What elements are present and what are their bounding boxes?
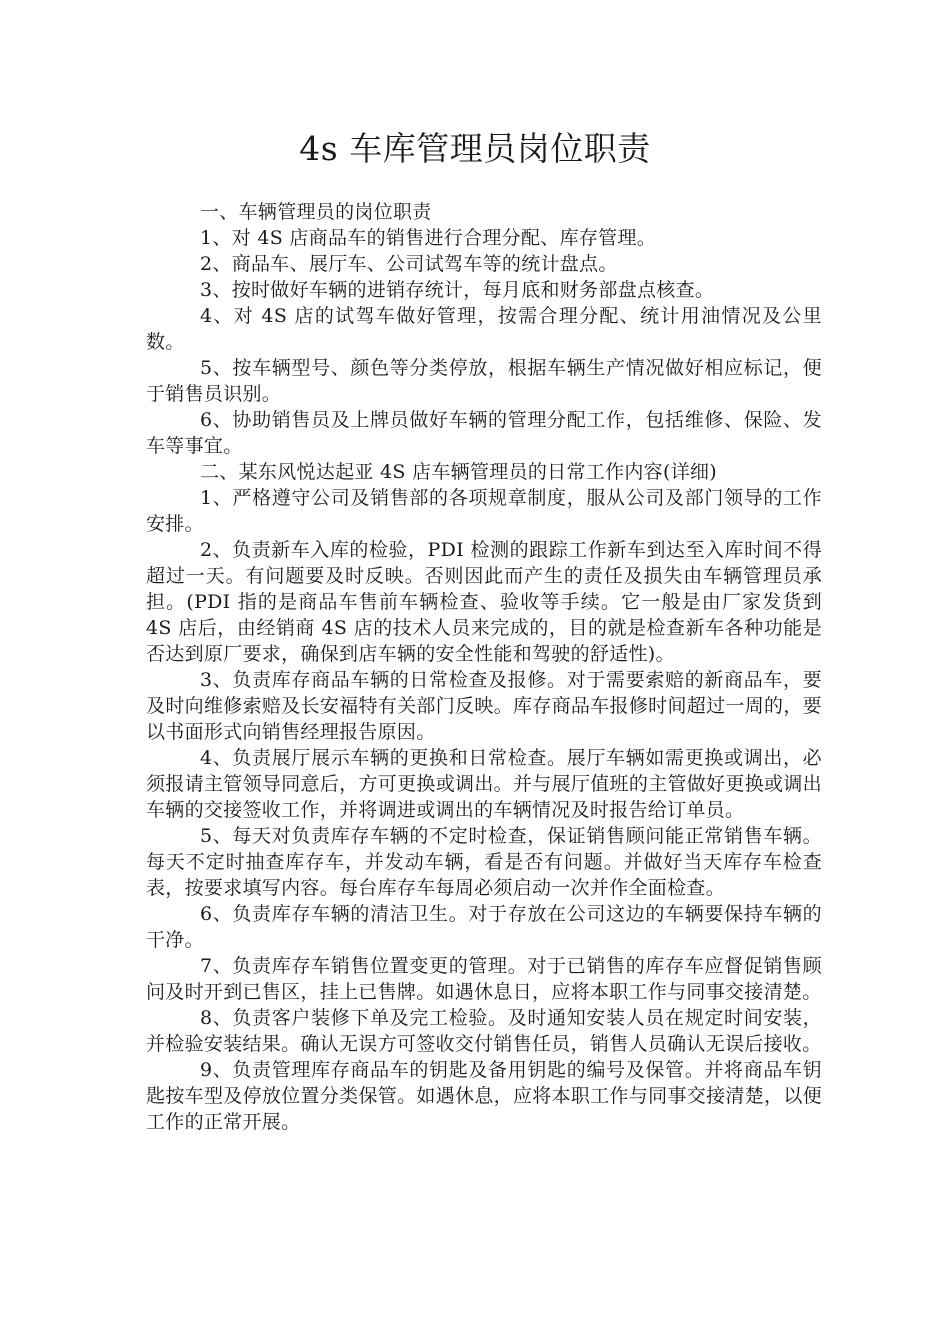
daily-item-3: 3、负责库存商品车辆的日常检查及报修。对于需要索赔的新商品车，要及时向维修索赔及长安福特有关部门反映。库存商品车报修时间超过一周的，要以书面形式向销售经理报告原因。 — [146, 669, 822, 743]
duty-item-1: 1、对 4S 店商品车的销售进行合理分配、库存管理。 — [200, 227, 657, 249]
daily-item-6: 6、负责库存车辆的清洁卫生。对于存放在公司这边的车辆要保持车辆的干净。 — [146, 903, 822, 951]
daily-item-5: 5、每天对负责库存车辆的不定时检查，保证销售顾问能正常销售车辆。每天不定时抽查库存车，并发动车辆，看是否有问题。并做好当天库存车检查表，按要求填写内容。每台库存车每周必须启动一次并作全面检查。 — [146, 825, 822, 899]
section-heading-2: 二、某东风悦达起亚 4S 店车辆管理员的日常工作内容(详细) — [200, 461, 718, 483]
daily-item-8: 8、负责客户装修下单及完工检验。及时通知安装人员在规定时间安装，并检验安装结果。确认无误方可签收交付销售任员，销售人员确认无误后接收。 — [146, 1007, 822, 1055]
duty-item-5: 5、按车辆型号、颜色等分类停放，根据车辆生产情况做好相应标记，便于销售员识别。 — [146, 357, 822, 405]
section-heading-1: 一、车辆管理员的岗位职责 — [200, 201, 432, 223]
document-body — [146, 199, 822, 1135]
document-title: 4s 车库管理员岗位职责 — [299, 129, 651, 168]
duty-item-4: 4、对 4S 店的试驾车做好管理，按需合理分配、统计用油情况及公里数。 — [146, 305, 822, 353]
daily-item-4: 4、负责展厅展示车辆的更换和日常检查。展厅车辆如需更换或调出，必须报请主管领导同意后，方可更换或调出。并与展厅值班的主管做好更换或调出车辆的交接签收工作，并将调进或调出的车辆情况及时报告给订单员。 — [146, 747, 822, 821]
duty-item-6: 6、协助销售员及上牌员做好车辆的管理分配工作，包括维修、保险、发车等事宜。 — [146, 409, 822, 457]
daily-item-7: 7、负责库存车销售位置变更的管理。对于已销售的库存车应督促销售顾问及时开到已售区，挂上已售牌。如遇休息日，应将本职工作与同事交接清楚。 — [146, 955, 822, 1003]
duty-item-3: 3、按时做好车辆的进销存统计，每月底和财务部盘点核查。 — [200, 279, 715, 301]
daily-item-2: 2、负责新车入库的检验，PDI 检测的跟踪工作新车到达至入库时间不得超过一天。有问题要及时反映。否则因此而产生的责任及损失由车辆管理员承担。(PDI 指的是商品车售前车辆检查、验收等手续。它一般是由厂家发货到 4S 店后，由经销商 4S 店的技术人员来完成的，目的就是检查新车各种功能是否达到原厂要求，确保到店车辆的安全性能和驾驶的舒适性)。 — [146, 539, 822, 665]
daily-item-9: 9、负责管理库存商品车的钥匙及备用钥匙的编号及保管。并将商品车钥匙按车型及停放位置分类保管。如遇休息，应将本职工作与同事交接清楚，以便工作的正常开展。 — [146, 1059, 822, 1133]
duty-item-2: 2、商品车、展厅车、公司试驾车等的统计盘点。 — [200, 253, 618, 275]
daily-item-1: 1、严格遵守公司及销售部的各项规章制度，服从公司及部门领导的工作安排。 — [146, 487, 822, 535]
